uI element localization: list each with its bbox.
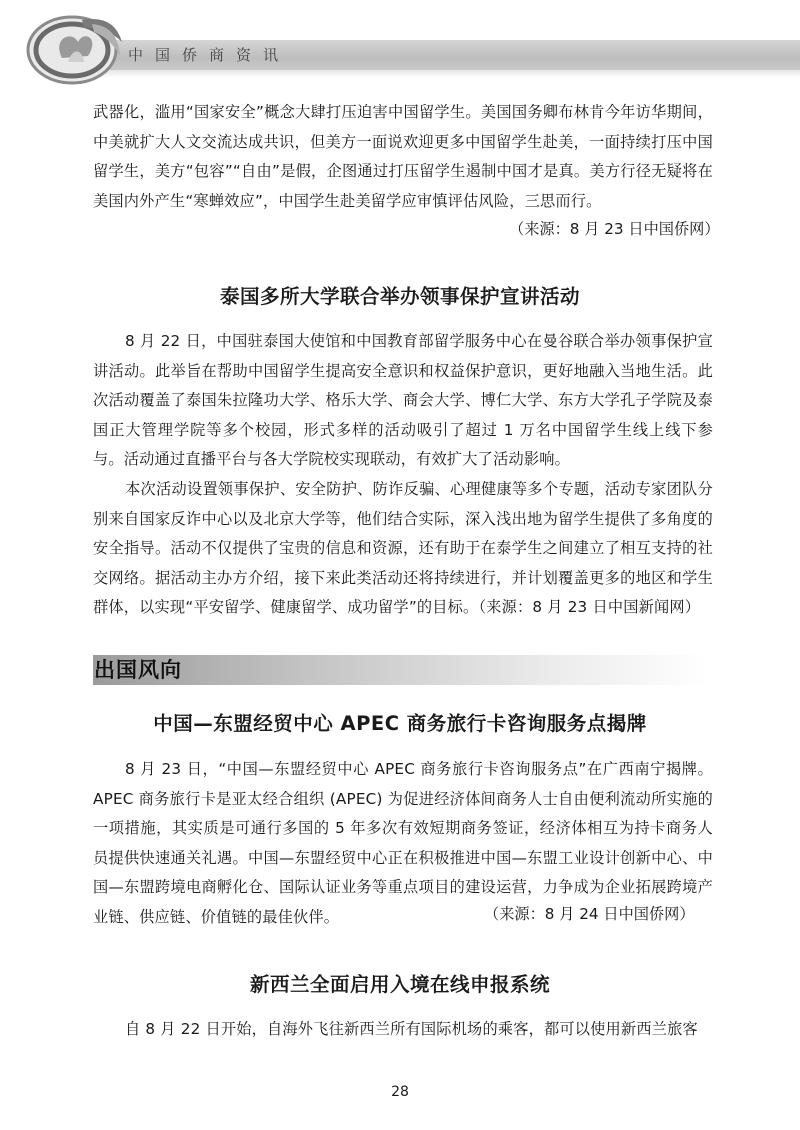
article2-title: 泰国多所大学联合举办领事保护宣讲活动: [219, 285, 580, 308]
article3-source: （来源：8 月 24 日中国侨网）: [484, 905, 695, 923]
section-label: 出国风向: [94, 657, 182, 682]
article2-paragraph2: [93, 475, 713, 623]
article2-paragraph1: [93, 327, 713, 475]
article1-source: （来源：8 月 23 日中国侨网）: [509, 220, 720, 238]
article2-paragraph2-text: 本次活动设置领事保护、安全防护、防诈反骗、心理健康等多个专题，活动专家团队分别来自国家反诈中心以及北京大学等，他们结合实际，深入浅出地为留学生提供了多角度的安全指导。活动不仅提供了宝贵的信息和资源，还有助于在泰学生之间建立了相互支持的社交网络。据活动主办方介绍，接下来此类活动还将持续进行，并计划覆盖更多的地区和学生群体，以实现“平安留学、健康留学、成功留学”的目标。: [93, 480, 713, 616]
page-number: 28: [391, 1084, 409, 1100]
header-title: 中国侨商资讯: [128, 46, 291, 64]
article3-title: 中国—东盟经贸中心 APEC 商务旅行卡咨询服务点揭牌: [153, 712, 647, 735]
article4-paragraph: [93, 1015, 713, 1045]
article4-paragraph-text: 自 8 月 22 日开始，自海外飞往新西兰所有国际机场的乘客，都可以使用新西兰旅客: [125, 1020, 698, 1038]
federation-logo: [22, 8, 128, 88]
article3-paragraph-text: 8 月 23 日，“中国—东盟经贸中心 APEC 商务旅行卡咨询服务点”在广西南宁揭牌。APEC 商务旅行卡是亚太经合组织 (APEC) 为促进经济体间商务人士自由便利流动所实施的一项措施，其实质是可通行多国的 5 年多次有效短期商务签证，经济体相互为持卡商务人员提供快速通关礼遇。中国—东盟经贸中心正在积极推进中国—东盟工业设计创新中心、中国—东盟跨境电商孵化仓、国际认证业务等重点项目的建设运营，力争成为企业拓展跨境产业链、供应链、价值链的最佳伙伴。: [93, 760, 713, 926]
article4-title: 新西兰全面启用入境在线申报系统: [249, 973, 550, 996]
article2-paragraph1-text: 8 月 22 日，中国驻泰国大使馆和中国教育部留学服务中心在曼谷联合举办领事保护宣讲活动。此举旨在帮助中国留学生提高安全意识和权益保护意识，更好地融入当地生活。此次活动覆盖了泰国朱拉隆功大学、格乐大学、商会大学、博仁大学、东方大学孔子学院及泰国正大管理学院等多个校园，形式多样的活动吸引了超过 1 万名中国留学生线上线下参与。活动通过直播平台与各大学院校实现联动，有效扩大了活动影响。: [93, 332, 713, 468]
section-bar: [93, 655, 710, 685]
page-header: [0, 0, 800, 92]
article2-source: （来源：8 月 23 日中国新闻网）: [478, 598, 701, 616]
article-continuation-text: 武器化，滥用“国家安全”概念大肆打压迫害中国留学生。美国国务卿布林肯今年访华期间，中美就扩大人文交流达成共识，但美方一面说欢迎更多中国留学生赴美，一面持续打压中国留学生，美方“包容”“自由”是假，企图通过打压留学生遏制中国才是真。美方行径无疑将在美国内外产生“寒蝉效应”，中国学生赴美留学应审慎评估风险，三思而行。: [93, 103, 713, 210]
